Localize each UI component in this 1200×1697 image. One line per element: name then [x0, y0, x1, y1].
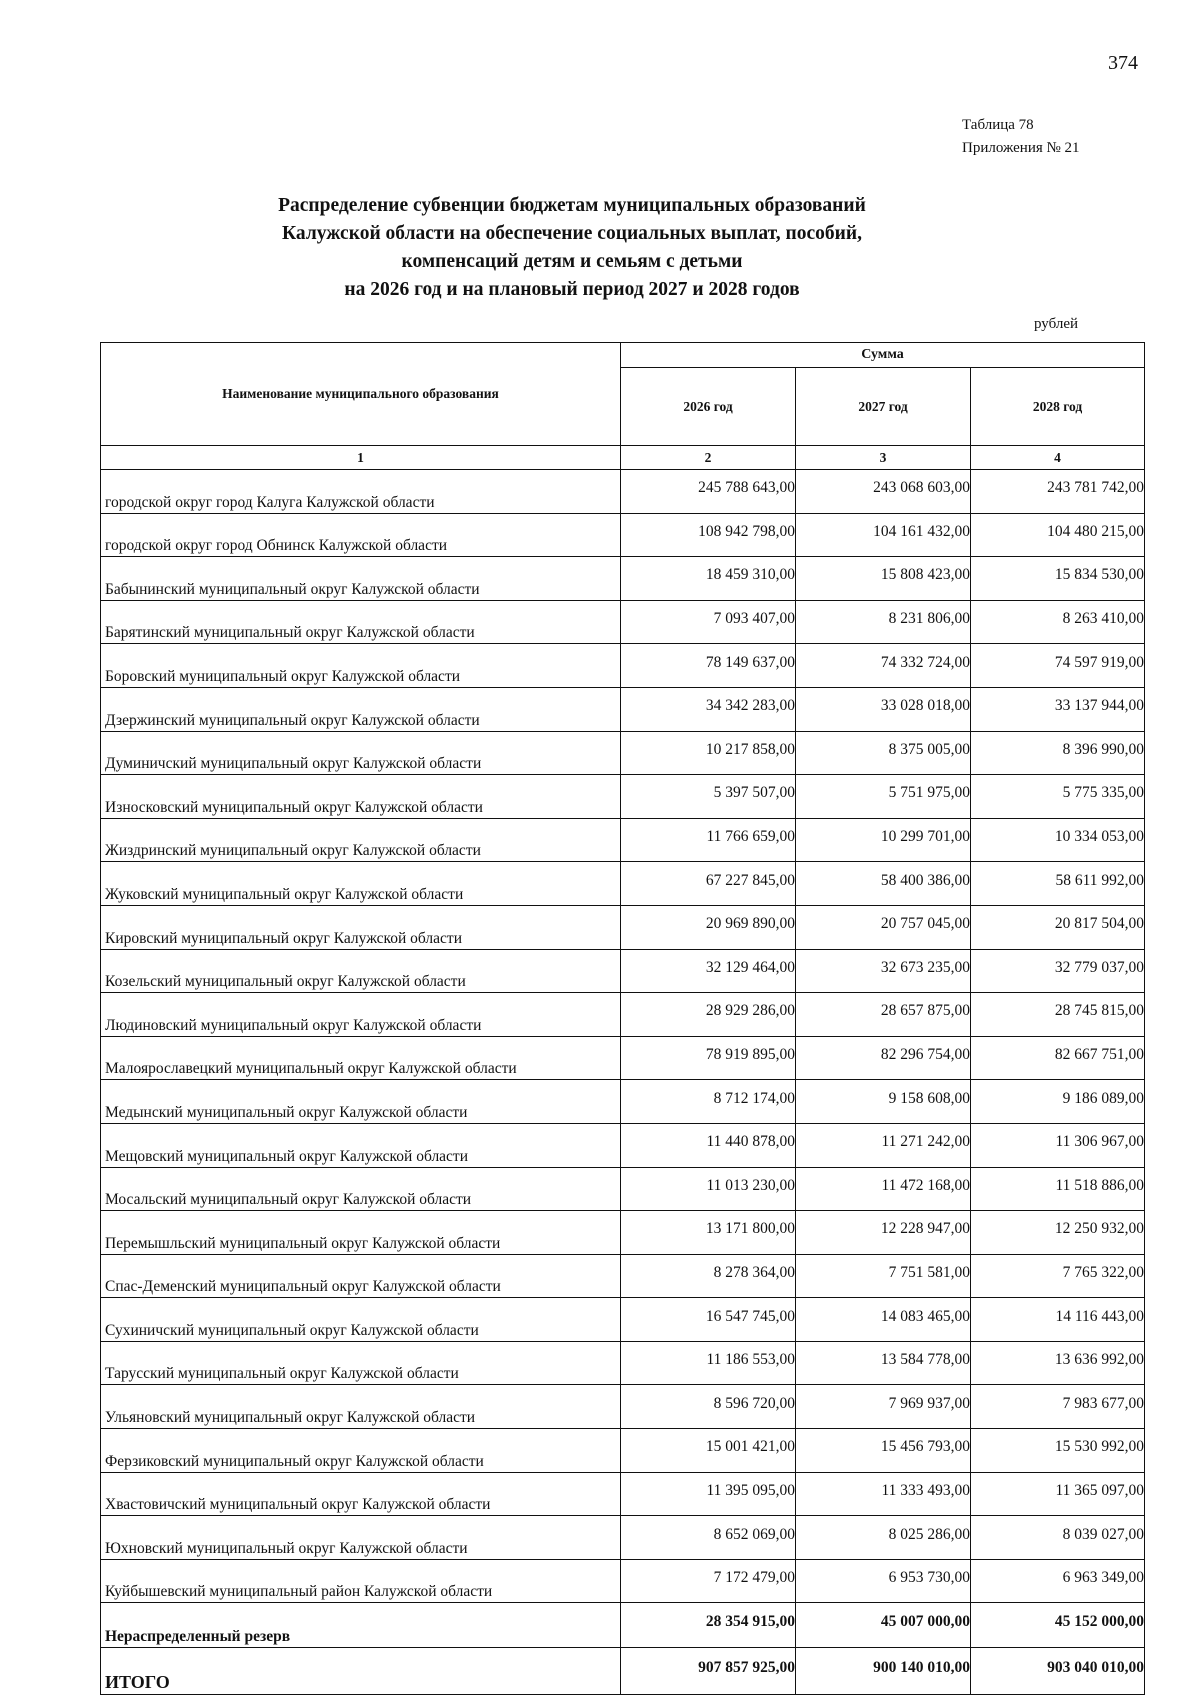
row-value-2027: 11 333 493,00	[796, 1472, 971, 1516]
header-sum: Сумма	[621, 343, 1145, 368]
table-row	[101, 1472, 1145, 1516]
row-value-2026: 32 129 464,00	[621, 949, 796, 993]
row-value-2028: 11 518 886,00	[971, 1167, 1145, 1211]
row-value-2028: 14 116 443,00	[971, 1298, 1145, 1342]
row-name: Кировский муниципальный округ Калужской области	[101, 905, 621, 949]
row-value-2028: 9 186 089,00	[971, 1080, 1145, 1124]
table-row	[101, 1211, 1145, 1255]
table-row	[101, 731, 1145, 775]
row-value-2026: 15 001 421,00	[621, 1429, 796, 1473]
row-value-2028: 8 263 410,00	[971, 600, 1145, 644]
reserve-row	[101, 1603, 1145, 1648]
row-name: Думиничский муниципальный округ Калужской области	[101, 731, 621, 775]
row-name: Спас-Деменский муниципальный округ Калужской области	[101, 1254, 621, 1298]
row-value-2028: 12 250 932,00	[971, 1211, 1145, 1255]
row-name: Боровский муниципальный округ Калужской области	[101, 644, 621, 688]
row-value-2027: 8 025 286,00	[796, 1516, 971, 1560]
table-reference	[962, 114, 1080, 160]
row-value-2026: 78 149 637,00	[621, 644, 796, 688]
row-name: Барятинский муниципальный округ Калужской области	[101, 600, 621, 644]
row-value-2026: 8 652 069,00	[621, 1516, 796, 1560]
row-value-2027: 13 584 778,00	[796, 1341, 971, 1385]
row-value-2028: 33 137 944,00	[971, 687, 1145, 731]
row-value-2027: 7 751 581,00	[796, 1254, 971, 1298]
row-value-2028: 82 667 751,00	[971, 1036, 1145, 1080]
reserve-2027: 45 007 000,00	[796, 1603, 971, 1648]
row-value-2026: 8 596 720,00	[621, 1385, 796, 1429]
table-row	[101, 1036, 1145, 1080]
row-value-2026: 34 342 283,00	[621, 687, 796, 731]
header-colnum-3: 3	[796, 446, 971, 470]
table-row	[101, 1516, 1145, 1560]
row-value-2028: 11 306 967,00	[971, 1123, 1145, 1167]
row-name: Жиздринский муниципальный округ Калужской области	[101, 818, 621, 862]
row-value-2026: 11 440 878,00	[621, 1123, 796, 1167]
row-value-2026: 8 278 364,00	[621, 1254, 796, 1298]
document-title	[200, 192, 944, 304]
row-value-2026: 11 395 095,00	[621, 1472, 796, 1516]
row-value-2027: 15 808 423,00	[796, 557, 971, 601]
table-row	[101, 818, 1145, 862]
table-row	[101, 600, 1145, 644]
row-value-2026: 11 013 230,00	[621, 1167, 796, 1211]
row-name: Медынский муниципальный округ Калужской области	[101, 1080, 621, 1124]
row-value-2027: 82 296 754,00	[796, 1036, 971, 1080]
reserve-2026: 28 354 915,00	[621, 1603, 796, 1648]
row-value-2027: 28 657 875,00	[796, 993, 971, 1037]
row-name: Дзержинский муниципальный округ Калужской области	[101, 687, 621, 731]
row-name: Козельский муниципальный округ Калужской области	[101, 949, 621, 993]
reserve-name: Нераспределенный резерв	[101, 1603, 621, 1648]
row-value-2027: 6 953 730,00	[796, 1559, 971, 1603]
table-row	[101, 1080, 1145, 1124]
total-row	[101, 1648, 1145, 1695]
table-row	[101, 1559, 1145, 1603]
table-row	[101, 1341, 1145, 1385]
total-2027: 900 140 010,00	[796, 1648, 971, 1695]
table-row	[101, 775, 1145, 819]
units-label: рублей	[1034, 316, 1079, 332]
table-row	[101, 1385, 1145, 1429]
row-value-2028: 13 636 992,00	[971, 1341, 1145, 1385]
row-value-2028: 32 779 037,00	[971, 949, 1145, 993]
table-reference-line1: Таблица 78	[962, 117, 1034, 133]
row-value-2028: 7 983 677,00	[971, 1385, 1145, 1429]
row-name: Износковский муниципальный округ Калужской области	[101, 775, 621, 819]
row-value-2026: 10 217 858,00	[621, 731, 796, 775]
row-value-2027: 11 271 242,00	[796, 1123, 971, 1167]
row-value-2026: 7 093 407,00	[621, 600, 796, 644]
table-reference-line2: Приложения № 21	[962, 140, 1080, 156]
table-row	[101, 470, 1145, 514]
row-value-2028: 5 775 335,00	[971, 775, 1145, 819]
row-value-2026: 11 766 659,00	[621, 818, 796, 862]
row-name: Хвастовичский муниципальный округ Калужской области	[101, 1472, 621, 1516]
row-value-2027: 8 231 806,00	[796, 600, 971, 644]
row-value-2028: 8 039 027,00	[971, 1516, 1145, 1560]
row-name: Жуковский муниципальный округ Калужской области	[101, 862, 621, 906]
table-row	[101, 687, 1145, 731]
row-value-2027: 10 299 701,00	[796, 818, 971, 862]
table-row	[101, 513, 1145, 557]
row-value-2028: 20 817 504,00	[971, 905, 1145, 949]
row-value-2026: 5 397 507,00	[621, 775, 796, 819]
row-value-2027: 74 332 724,00	[796, 644, 971, 688]
header-year-2028: 2028 год	[971, 368, 1145, 446]
row-name: Тарусский муниципальный округ Калужской области	[101, 1341, 621, 1385]
row-name: Куйбышевский муниципальный район Калужской области	[101, 1559, 621, 1603]
row-value-2027: 20 757 045,00	[796, 905, 971, 949]
row-name: Перемышльский муниципальный округ Калужской области	[101, 1211, 621, 1255]
subvention-table	[100, 342, 1145, 1695]
row-value-2026: 67 227 845,00	[621, 862, 796, 906]
header-colnum-2: 2	[621, 446, 796, 470]
row-value-2027: 12 228 947,00	[796, 1211, 971, 1255]
header-year-2027: 2027 год	[796, 368, 971, 446]
total-2026: 907 857 925,00	[621, 1648, 796, 1695]
row-value-2028: 11 365 097,00	[971, 1472, 1145, 1516]
row-name: Ферзиковский муниципальный округ Калужской области	[101, 1429, 621, 1473]
row-value-2028: 15 834 530,00	[971, 557, 1145, 601]
row-value-2028: 7 765 322,00	[971, 1254, 1145, 1298]
row-value-2027: 33 028 018,00	[796, 687, 971, 731]
table-row	[101, 993, 1145, 1037]
row-name: Ульяновский муниципальный округ Калужской области	[101, 1385, 621, 1429]
table-row	[101, 862, 1145, 906]
header-colnum-1: 1	[101, 446, 621, 470]
table-row	[101, 1254, 1145, 1298]
row-value-2026: 18 459 310,00	[621, 557, 796, 601]
page-number: 374	[1108, 52, 1138, 74]
row-value-2027: 14 083 465,00	[796, 1298, 971, 1342]
header-name-column: Наименование муниципального образования	[101, 343, 621, 446]
row-value-2026: 8 712 174,00	[621, 1080, 796, 1124]
total-2028: 903 040 010,00	[971, 1648, 1145, 1695]
title-line2: Калужской области на обеспечение социальных выплат, пособий,	[282, 223, 862, 244]
table-row	[101, 1298, 1145, 1342]
header-colnum-4: 4	[971, 446, 1145, 470]
row-value-2027: 8 375 005,00	[796, 731, 971, 775]
row-value-2028: 15 530 992,00	[971, 1429, 1145, 1473]
row-value-2028: 10 334 053,00	[971, 818, 1145, 862]
row-value-2028: 104 480 215,00	[971, 513, 1145, 557]
header-year-2026: 2026 год	[621, 368, 796, 446]
table-row	[101, 557, 1145, 601]
row-value-2027: 7 969 937,00	[796, 1385, 971, 1429]
title-line1: Распределение субвенции бюджетам муниципальных образований	[278, 195, 866, 216]
table-row	[101, 1123, 1145, 1167]
row-value-2026: 20 969 890,00	[621, 905, 796, 949]
row-value-2027: 11 472 168,00	[796, 1167, 971, 1211]
row-value-2026: 13 171 800,00	[621, 1211, 796, 1255]
row-value-2026: 245 788 643,00	[621, 470, 796, 514]
row-value-2027: 243 068 603,00	[796, 470, 971, 514]
row-value-2026: 7 172 479,00	[621, 1559, 796, 1603]
row-value-2027: 5 751 975,00	[796, 775, 971, 819]
table-row	[101, 949, 1145, 993]
row-name: Людиновский муниципальный округ Калужской области	[101, 993, 621, 1037]
row-value-2026: 28 929 286,00	[621, 993, 796, 1037]
reserve-2028: 45 152 000,00	[971, 1603, 1145, 1648]
table-row	[101, 905, 1145, 949]
row-name: городской округ город Обнинск Калужской области	[101, 513, 621, 557]
row-value-2027: 9 158 608,00	[796, 1080, 971, 1124]
table-row	[101, 1429, 1145, 1473]
row-name: Бабынинский муниципальный округ Калужской области	[101, 557, 621, 601]
row-value-2026: 78 919 895,00	[621, 1036, 796, 1080]
row-value-2028: 243 781 742,00	[971, 470, 1145, 514]
row-value-2026: 11 186 553,00	[621, 1341, 796, 1385]
row-name: Сухиничский муниципальный округ Калужской области	[101, 1298, 621, 1342]
row-value-2027: 58 400 386,00	[796, 862, 971, 906]
table-row	[101, 644, 1145, 688]
row-name: Юхновский муниципальный округ Калужской области	[101, 1516, 621, 1560]
row-value-2028: 8 396 990,00	[971, 731, 1145, 775]
row-value-2028: 6 963 349,00	[971, 1559, 1145, 1603]
row-name: Малоярославецкий муниципальный округ Калужской области	[101, 1036, 621, 1080]
table-body	[101, 470, 1145, 1603]
row-value-2026: 16 547 745,00	[621, 1298, 796, 1342]
row-value-2026: 108 942 798,00	[621, 513, 796, 557]
row-value-2028: 74 597 919,00	[971, 644, 1145, 688]
row-value-2027: 104 161 432,00	[796, 513, 971, 557]
title-line3: компенсаций детям и семьям с детьми	[401, 251, 743, 272]
table-row	[101, 1167, 1145, 1211]
row-name: Мещовский муниципальный округ Калужской области	[101, 1123, 621, 1167]
total-name: ИТОГО	[101, 1648, 621, 1695]
row-value-2028: 58 611 992,00	[971, 862, 1145, 906]
row-name: Мосальский муниципальный округ Калужской области	[101, 1167, 621, 1211]
row-value-2027: 15 456 793,00	[796, 1429, 971, 1473]
row-value-2027: 32 673 235,00	[796, 949, 971, 993]
row-name: городской округ город Калуга Калужской области	[101, 470, 621, 514]
row-value-2028: 28 745 815,00	[971, 993, 1145, 1037]
title-line4: на 2026 год и на плановый период 2027 и 2028 годов	[344, 279, 800, 300]
